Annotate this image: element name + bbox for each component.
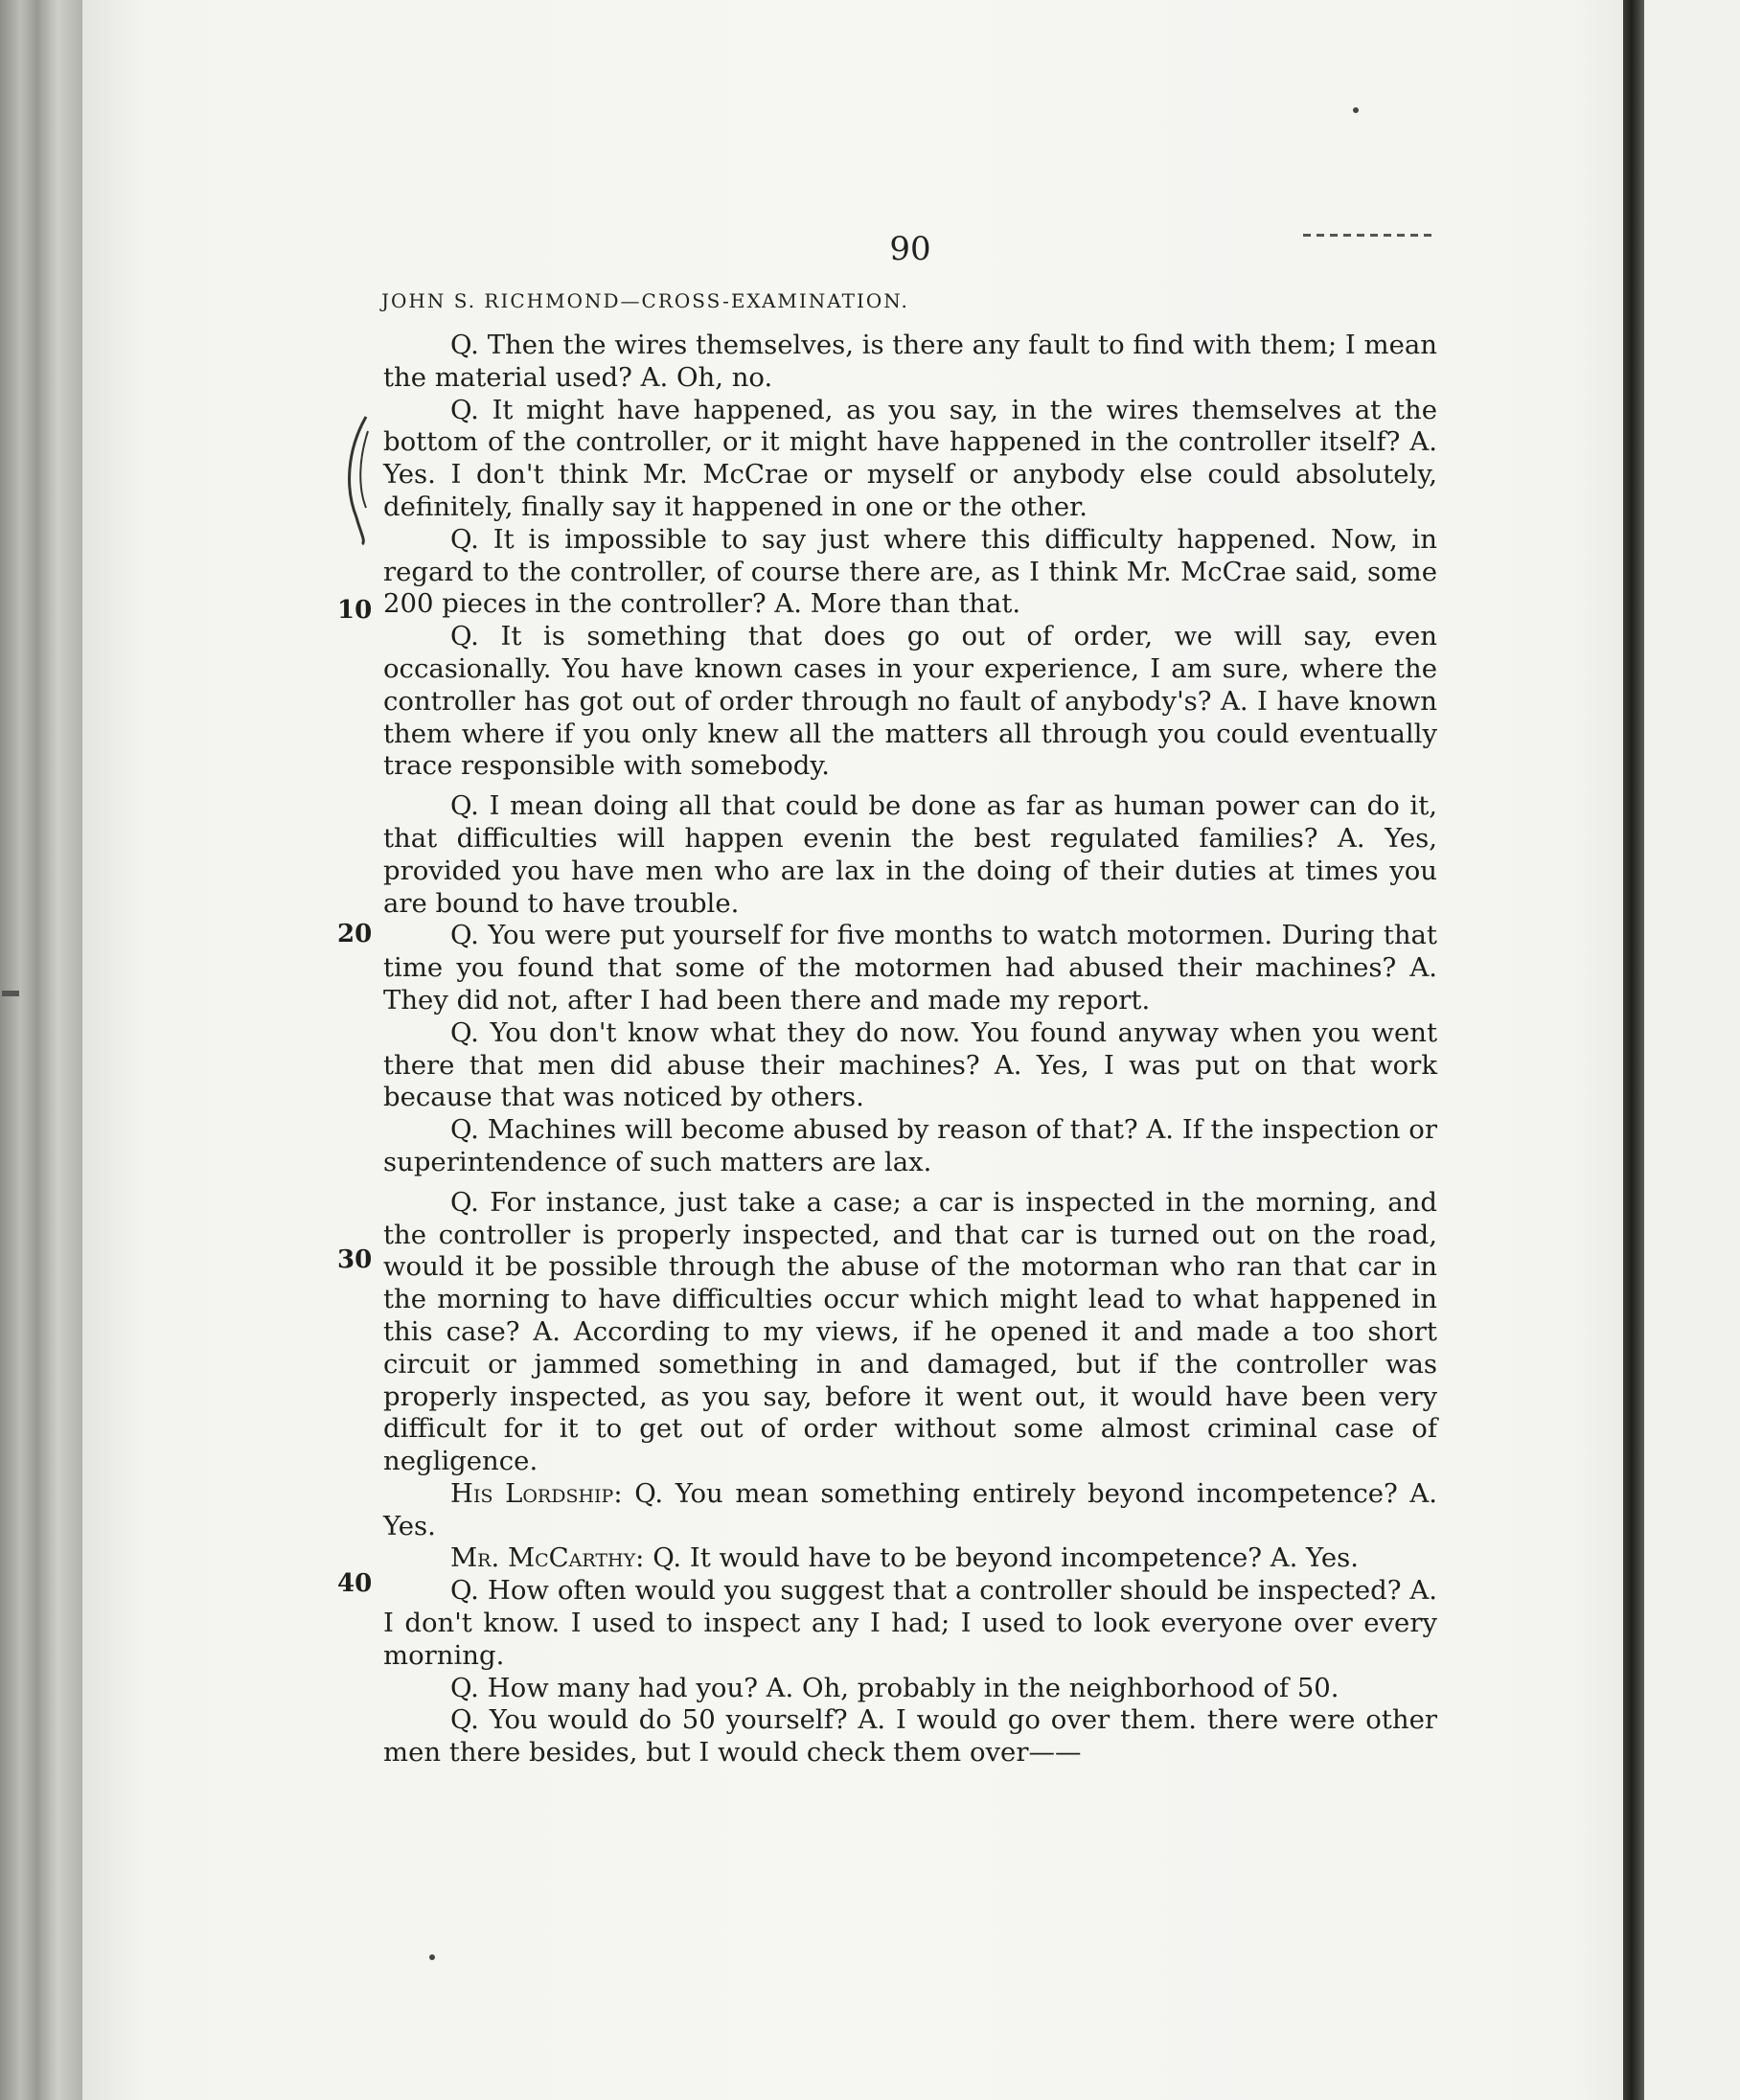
- paragraph: Q. It is something that does go out of order, we will say, even occasionally. You have known cases in your experience, I am sure, where the controller has got out of order through no fault of anybody's? A. I have known them where if you only knew all the matters all through you could eventually trace responsible with somebody.: [383, 621, 1437, 782]
- paragraph: Q. It is impossible to say just where this difficulty happened. Now, in regard to the controller, of course there are, as I think Mr. McCrae said, some 200 pieces in the controller? A. More than that.: [383, 523, 1437, 620]
- paragraph: Q. I mean doing all that could be done as far as human power can do it, that difficulties will happen evenin the best regulated families? A. Yes, provided you have men who are lax in the doing of their duties at times you are bound to have trouble.: [383, 790, 1437, 919]
- transcript-body: [383, 330, 1437, 1769]
- paragraph: Q. How often would you suggest that a controller should be inspected? A. I don't know. I used to inspect any I had; I used to look everyone over every morning.: [383, 1575, 1437, 1671]
- page-edge-shadow: [1623, 0, 1644, 2100]
- line-number-40: 40: [337, 1569, 373, 1598]
- paragraph: Q. You would do 50 yourself? A. I would go over them. there were other men there besides, but I would check them over——: [383, 1704, 1437, 1769]
- paragraph-text: Q. It would have to be beyond incompetence? A. Yes.: [652, 1542, 1359, 1574]
- paragraph: Q. For instance, just take a case; a car is inspected in the morning, and the controller is properly inspected, and that car is turned out on the road, would it be possible through the abuse of the motorman who ran that car in the morning to have difficulties occur which might lead to what happened in this case? A. According to my views, if he opened it and made a too short circuit or jammed something in and damaged, but if the controller was properly inspected, as you say, before it went out, it would have been very difficult for it to get out of order without some almost criminal case of negligence.: [383, 1186, 1437, 1477]
- paragraph: Q. Then the wires themselves, is there any fault to find with them; I mean the material used? A. Oh, no.: [383, 330, 1437, 393]
- line-number-20: 20: [337, 920, 373, 948]
- stray-dot: [1353, 107, 1359, 113]
- paragraph-with-speaker: [383, 1478, 1437, 1543]
- line-number-10: 10: [337, 596, 373, 625]
- gutter-mark: [2, 991, 19, 996]
- stray-pencil-mark: [1303, 234, 1432, 237]
- stray-dot: [429, 1954, 435, 1960]
- paragraph: Q. Machines will become abused by reason of that? A. If the inspection or superintendence of such matters are lax.: [383, 1114, 1437, 1177]
- paragraph: Q. How many had you? A. Oh, probably in the neighborhood of 50.: [450, 1672, 1339, 1703]
- paragraph: Q. You were put yourself for five months to watch motormen. During that time you found that some of the motormen had abused their machines? A. They did not, after I had been there and made my report.: [383, 920, 1437, 1016]
- page-number: 90: [889, 230, 931, 268]
- line-number-30: 30: [337, 1245, 373, 1274]
- paragraph-with-speaker: [383, 1542, 1437, 1575]
- paragraph: Q. You don't know what they do now. You found anyway when you went there that men did abuse their machines? A. Yes, I was put on that work because that was noticed by others.: [383, 1016, 1437, 1113]
- paragraph: Q. It might have happened, as you say, in the wires themselves at the bottom of the controller, or it might have happened in the controller itself? A. Yes. I don't think Mr. McCrae or myself or anybody else could absolutely, definitely, finally say it happened in one or the other.: [383, 394, 1437, 522]
- running-head: JOHN S. RICHMOND—CROSS-EXAMINATION.: [381, 289, 909, 312]
- paragraph-text: Q. You mean something entirely beyond incompetence? A. Yes.: [383, 1477, 1437, 1541]
- speaker-label: His Lordship:: [450, 1477, 623, 1509]
- facing-page-strip: [1644, 0, 1740, 2100]
- speaker-label: Mr. McCarthy:: [450, 1542, 645, 1574]
- book-binding: [0, 0, 82, 2100]
